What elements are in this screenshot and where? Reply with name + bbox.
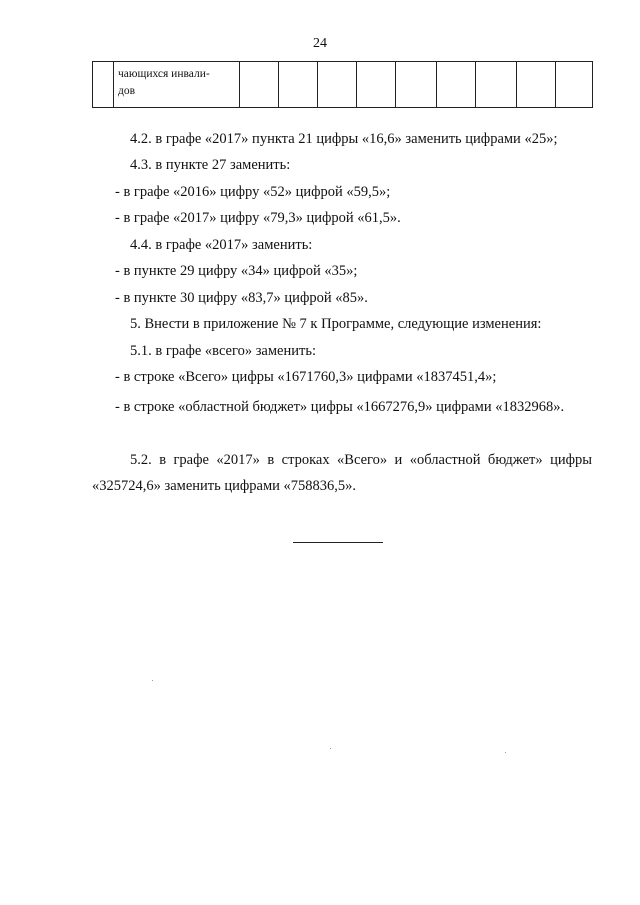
page-number: 24 xyxy=(313,36,327,51)
table-cell xyxy=(556,62,593,108)
paragraph-4-4-item-1: - в пункте 29 цифру «34» цифрой «35»; xyxy=(115,263,358,279)
paragraph-5: 5. Внести в приложение № 7 к Программе, следующие изменения: xyxy=(130,316,542,332)
table-cell xyxy=(318,62,357,108)
table-cell-label xyxy=(114,62,240,108)
table-cell xyxy=(437,62,476,108)
paragraph-4-2: 4.2. в графе «2017» пункта 21 цифры «16,6» заменить цифрами «25»; xyxy=(130,131,558,147)
end-divider xyxy=(293,542,383,543)
table-fragment xyxy=(92,61,593,108)
paragraph-4-3-item-1: - в графе «2016» цифру «52» цифрой «59,5»; xyxy=(115,184,391,200)
table-row xyxy=(93,62,593,108)
scan-speck xyxy=(330,748,331,749)
paragraph-5-2: 5.2. в графе «2017» в строках «Всего» и «областной бюджет» цифры «325724,6» заменить цифрами «758836,5». xyxy=(92,452,592,494)
table-cell xyxy=(279,62,318,108)
paragraph-4-4: 4.4. в графе «2017» заменить: xyxy=(130,237,313,253)
paragraph-5-1-item-2: - в строке «областной бюджет» цифры «1667276,9» цифрами «1832968». xyxy=(115,399,565,415)
table-cell xyxy=(93,62,114,108)
paragraph-5-1-item-1: - в строке «Всего» цифры «1671760,3» цифрами «1837451,4»; xyxy=(115,369,497,385)
paragraph-4-3-item-2: - в графе «2017» цифру «79,3» цифрой «61,5». xyxy=(115,210,401,226)
table-cell xyxy=(357,62,396,108)
table-cell xyxy=(517,62,556,108)
scan-speck xyxy=(505,752,506,753)
paragraph-4-4-item-2: - в пункте 30 цифру «83,7» цифрой «85». xyxy=(115,290,368,306)
table-label-line: чающихся инвали- xyxy=(118,68,210,80)
scan-speck xyxy=(152,680,153,681)
paragraph-5-1: 5.1. в графе «всего» заменить: xyxy=(130,343,316,359)
table-cell xyxy=(476,62,517,108)
table-cell xyxy=(396,62,437,108)
paragraph-4-3: 4.3. в пункте 27 заменить: xyxy=(130,157,291,173)
table-label-line: дов xyxy=(118,85,136,97)
table-cell xyxy=(240,62,279,108)
